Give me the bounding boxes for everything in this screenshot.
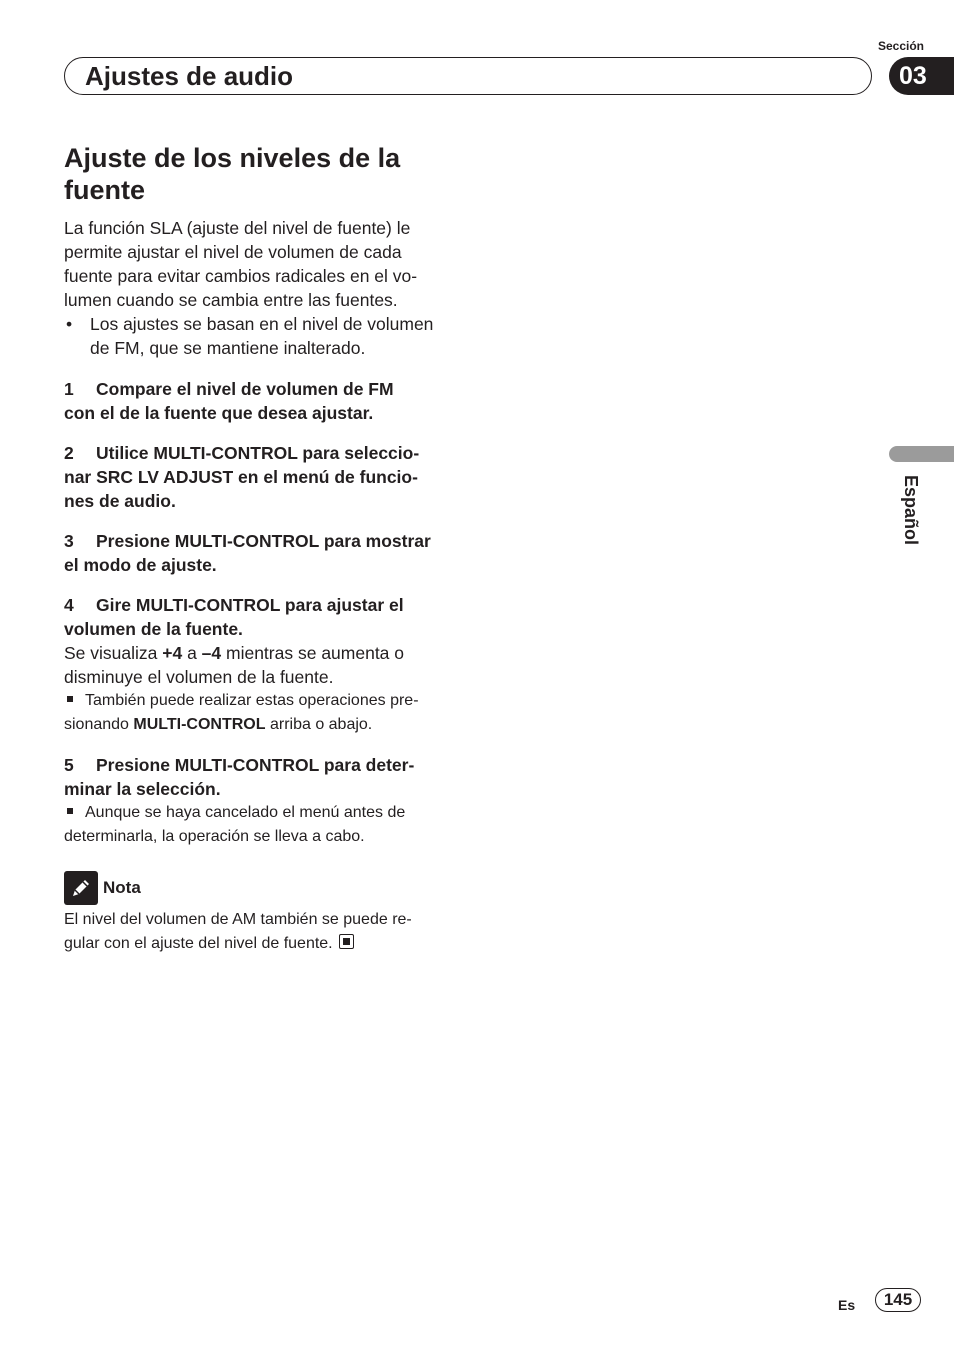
text-line: También puede realizar estas operaciones pre- [85, 692, 419, 709]
article-column [64, 142, 456, 956]
title-line: fuente [64, 175, 145, 205]
text-line: permite ajustar el nivel de volumen de cada [64, 242, 402, 262]
text-fragment: Se visualiza [64, 643, 163, 663]
language-code: Es [838, 1297, 856, 1313]
text-line: Compare el nivel de volumen de FM [96, 379, 394, 399]
step-5 [64, 753, 456, 801]
text-line: Utilice MULTI-CONTROL para seleccio- [96, 443, 420, 463]
text-line: determinarla, la operación se lleva a cabo. [64, 828, 365, 845]
article-title [64, 142, 456, 206]
text-line: Los ajustes se basan en el nivel de volumen [90, 314, 434, 334]
step-number: 5 [64, 755, 74, 775]
value-plus: +4 [162, 643, 183, 663]
square-bullet-icon [67, 696, 73, 702]
text-line: lumen cuando se cambia entre las fuentes. [64, 290, 398, 310]
page-number: 145 [875, 1288, 921, 1312]
language-tab-label: Español [901, 474, 921, 545]
text-line: Presione MULTI-CONTROL para mostrar [96, 531, 431, 551]
step-3 [64, 529, 456, 577]
text-fragment: mientras se aumenta o [221, 643, 405, 663]
step-4 [64, 593, 456, 641]
text-line: Aunque se haya cancelado el menú antes de [85, 804, 406, 821]
text-line: Gire MULTI-CONTROL para ajustar el [96, 595, 404, 615]
text-line: con el de la fuente que desea ajustar. [64, 403, 374, 423]
step-2 [64, 441, 456, 513]
note-label: Nota [103, 878, 141, 897]
bullet-text [90, 312, 433, 360]
square-bullet-icon [67, 808, 73, 814]
title-line: Ajuste de los niveles de la [64, 143, 401, 173]
text-fragment-bold: MULTI-CONTROL [133, 716, 266, 733]
step-4-body [64, 641, 456, 689]
text-line: fuente para evitar cambios radicales en el vo- [64, 266, 418, 286]
section-number-tab: 03 [889, 57, 954, 95]
text-line: el modo de ajuste. [64, 555, 217, 575]
note-heading [64, 871, 456, 905]
intro-paragraph [64, 216, 456, 312]
text-fragment: sionando [64, 716, 134, 733]
step-4-tip [64, 689, 456, 737]
step-1 [64, 377, 456, 425]
text-line: nes de audio. [64, 491, 176, 511]
text-fragment: a [182, 643, 202, 663]
note-text [64, 908, 456, 956]
text-line: gular con el ajuste del nivel de fuente. [64, 935, 333, 952]
text-line: minar la selección. [64, 779, 221, 799]
text-line: Presione MULTI-CONTROL para deter- [96, 755, 415, 775]
text-line: disminuye el volumen de la fuente. [64, 667, 334, 687]
bullet-item [64, 312, 456, 360]
step-number: 1 [64, 379, 74, 399]
text-line: de FM, que se mantiene inalterado. [90, 338, 366, 358]
bullet-symbol: • [66, 314, 73, 334]
section-title: Ajustes de audio [85, 61, 294, 91]
value-minus: –4 [201, 643, 222, 663]
end-mark-icon [339, 934, 354, 949]
step-number: 3 [64, 531, 74, 551]
text-line: volumen de la fuente. [64, 619, 243, 639]
text-line: La función SLA (ajuste del nivel de fuente) le [64, 218, 411, 238]
section-label: Sección [877, 39, 925, 53]
text-line: nar SRC LV ADJUST en el menú de funcio- [64, 467, 418, 487]
text-fragment: arriba o abajo. [265, 716, 373, 733]
step-number: 2 [64, 443, 74, 463]
step-number: 4 [64, 595, 74, 615]
text-line: El nivel del volumen de AM también se puede re- [64, 911, 412, 928]
step-5-tip [64, 801, 456, 849]
pencil-icon [64, 871, 98, 905]
